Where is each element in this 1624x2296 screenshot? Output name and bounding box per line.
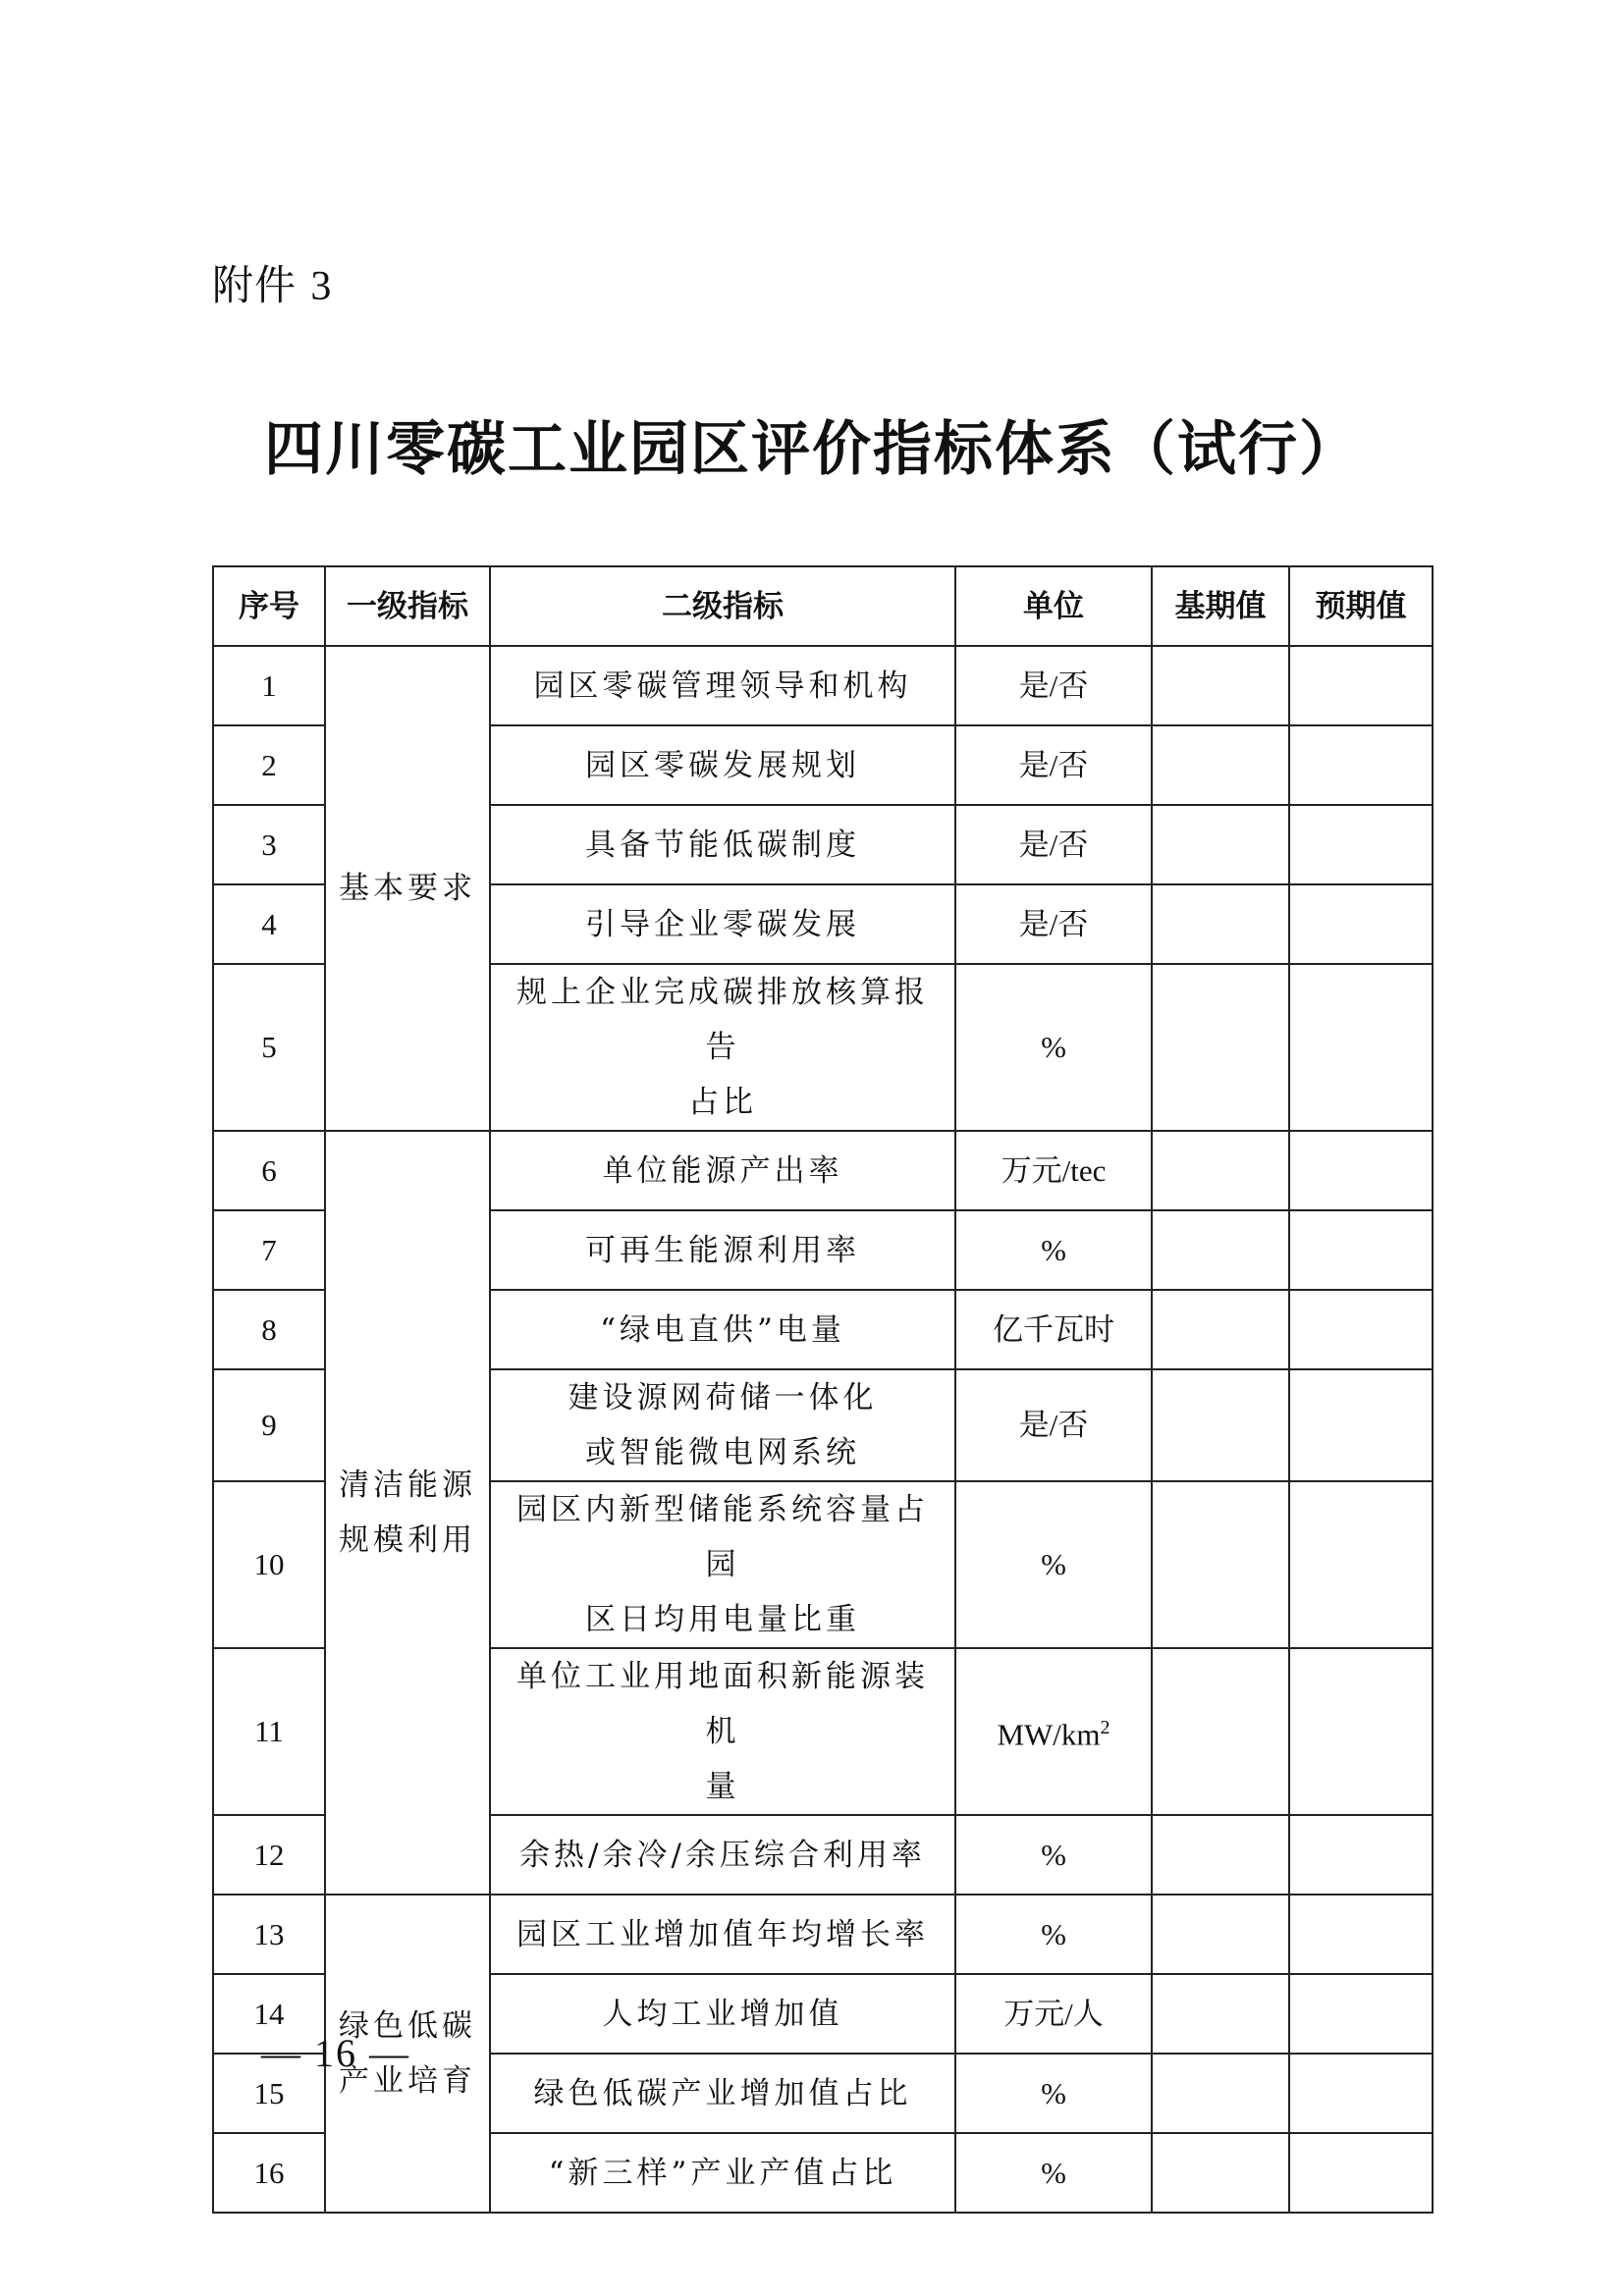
- group-line1: 清洁能源: [339, 1468, 476, 1503]
- indicator-table: [212, 565, 1434, 2214]
- indicator-cell: 具备节能低碳制度: [490, 805, 955, 884]
- expected-value-cell[interactable]: [1289, 725, 1433, 805]
- attachment-label: [212, 253, 332, 312]
- indicator-cell: [490, 1369, 955, 1481]
- indicator-cell: [490, 1481, 955, 1648]
- base-value-cell[interactable]: [1152, 1974, 1289, 2054]
- table-header-row: [213, 566, 1433, 646]
- indicator-cell: [490, 1648, 955, 1815]
- header-level1: 一级指标: [325, 566, 490, 646]
- expected-value-cell[interactable]: [1289, 1210, 1433, 1290]
- indicator-cell: 园区零碳管理领导和机构: [490, 646, 955, 725]
- row-index: 6: [213, 1131, 325, 1210]
- indicator-line1: 规上企业完成碳排放核算报告: [516, 975, 929, 1065]
- indicator-line1: 园区内新型储能系统容量占园: [516, 1492, 929, 1582]
- page-number: — 16 —: [261, 2031, 410, 2075]
- expected-value-cell[interactable]: [1289, 1815, 1433, 1895]
- expected-value-cell[interactable]: [1289, 1131, 1433, 1210]
- base-value-cell[interactable]: [1152, 964, 1289, 1131]
- indicator-cell: 园区工业增加值年均增长率: [490, 1895, 955, 1974]
- row-index: 13: [213, 1895, 325, 1974]
- indicator-cell: 绿色低碳产业增加值占比: [490, 2054, 955, 2133]
- base-value-cell[interactable]: [1152, 646, 1289, 725]
- unit-cell: %: [955, 1481, 1152, 1648]
- header-unit: 单位: [955, 566, 1152, 646]
- unit-cell: 是/否: [955, 805, 1152, 884]
- expected-value-cell[interactable]: [1289, 2133, 1433, 2213]
- expected-value-cell[interactable]: [1289, 1974, 1433, 2054]
- row-index: 14: [213, 1974, 325, 2054]
- base-value-cell[interactable]: [1152, 1815, 1289, 1895]
- unit-cell: %: [955, 1895, 1152, 1974]
- unit-cell: 亿千瓦时: [955, 1290, 1152, 1369]
- expected-value-cell[interactable]: [1289, 884, 1433, 964]
- unit-cell: 万元/人: [955, 1974, 1152, 2054]
- group-clean-energy: [325, 1131, 490, 1895]
- row-index: 11: [213, 1648, 325, 1815]
- expected-value-cell[interactable]: [1289, 1895, 1433, 1974]
- indicator-line2: 或智能微电网系统: [585, 1435, 860, 1470]
- expected-value-cell[interactable]: [1289, 1481, 1433, 1648]
- unit-cell: 万元/tec: [955, 1131, 1152, 1210]
- row-index: 2: [213, 725, 325, 805]
- base-value-cell[interactable]: [1152, 1131, 1289, 1210]
- unit-cell: %: [955, 1210, 1152, 1290]
- indicator-cell: 单位能源产出率: [490, 1131, 955, 1210]
- header-level2: 二级指标: [490, 566, 955, 646]
- header-index: 序号: [213, 566, 325, 646]
- indicator-cell: 余热/余冷/余压综合利用率: [490, 1815, 955, 1895]
- indicator-cell: “新三样”产业产值占比: [490, 2133, 955, 2213]
- unit-cell: %: [955, 964, 1152, 1131]
- unit-cell: [955, 1648, 1152, 1815]
- indicator-line1: 建设源网荷储一体化: [568, 1380, 878, 1415]
- indicator-cell: 园区零碳发展规划: [490, 725, 955, 805]
- attachment-text: 附件: [212, 261, 298, 309]
- row-index: 3: [213, 805, 325, 884]
- base-value-cell[interactable]: [1152, 1481, 1289, 1648]
- row-index: 1: [213, 646, 325, 725]
- base-value-cell[interactable]: [1152, 884, 1289, 964]
- unit-cell: %: [955, 1815, 1152, 1895]
- expected-value-cell[interactable]: [1289, 646, 1433, 725]
- group-basic-requirements: 基本要求: [325, 646, 490, 1131]
- expected-value-cell[interactable]: [1289, 1290, 1433, 1369]
- unit-cell: %: [955, 2133, 1152, 2213]
- base-value-cell[interactable]: [1152, 1369, 1289, 1481]
- row-index: 15: [213, 2054, 325, 2133]
- header-expected: 预期值: [1289, 566, 1433, 646]
- base-value-cell[interactable]: [1152, 1210, 1289, 1290]
- row-index: 8: [213, 1290, 325, 1369]
- base-value-cell[interactable]: [1152, 1648, 1289, 1815]
- indicator-cell: 引导企业零碳发展: [490, 884, 955, 964]
- expected-value-cell[interactable]: [1289, 2054, 1433, 2133]
- indicator-line2: 占比: [688, 1085, 757, 1120]
- base-value-cell[interactable]: [1152, 1290, 1289, 1369]
- expected-value-cell[interactable]: [1289, 964, 1433, 1131]
- base-value-cell[interactable]: [1152, 1895, 1289, 1974]
- expected-value-cell[interactable]: [1289, 1369, 1433, 1481]
- indicator-cell: 人均工业增加值: [490, 1974, 955, 2054]
- row-index: 7: [213, 1210, 325, 1290]
- indicator-line2: 区日均用电量比重: [585, 1602, 860, 1637]
- base-value-cell[interactable]: [1152, 2054, 1289, 2133]
- indicator-cell: 可再生能源利用率: [490, 1210, 955, 1290]
- unit-cell: 是/否: [955, 646, 1152, 725]
- base-value-cell[interactable]: [1152, 2133, 1289, 2213]
- row-index: 4: [213, 884, 325, 964]
- unit-cell: %: [955, 2054, 1152, 2133]
- base-value-cell[interactable]: [1152, 805, 1289, 884]
- group-line1: 绿色低碳: [339, 2008, 476, 2044]
- row-index: 5: [213, 964, 325, 1131]
- row-index: 16: [213, 2133, 325, 2213]
- indicator-line1: 单位工业用地面积新能源装机: [516, 1659, 929, 1749]
- row-index: 9: [213, 1369, 325, 1481]
- table-row: [213, 646, 1433, 725]
- group-line2: 规模利用: [339, 1522, 476, 1558]
- unit-cell: 是/否: [955, 1369, 1152, 1481]
- table-row: [213, 1131, 1433, 1210]
- indicator-line2: 量: [705, 1769, 740, 1804]
- expected-value-cell[interactable]: [1289, 1648, 1433, 1815]
- unit-text: MW/km: [997, 1717, 1101, 1752]
- unit-superscript: 2: [1100, 1717, 1110, 1739]
- table-row: [213, 1895, 1433, 1974]
- row-index: 12: [213, 1815, 325, 1895]
- attachment-number: 3: [310, 264, 333, 309]
- page-title: 四川零碳工业园区评价指标体系（试行）: [264, 415, 1360, 484]
- unit-cell: 是/否: [955, 884, 1152, 964]
- unit-cell: 是/否: [955, 725, 1152, 805]
- group-line2: 产业培育: [339, 2063, 476, 2099]
- expected-value-cell[interactable]: [1289, 805, 1433, 884]
- row-index: 10: [213, 1481, 325, 1648]
- indicator-cell: [490, 964, 955, 1131]
- header-base: 基期值: [1152, 566, 1289, 646]
- base-value-cell[interactable]: [1152, 725, 1289, 805]
- indicator-cell: “绿电直供”电量: [490, 1290, 955, 1369]
